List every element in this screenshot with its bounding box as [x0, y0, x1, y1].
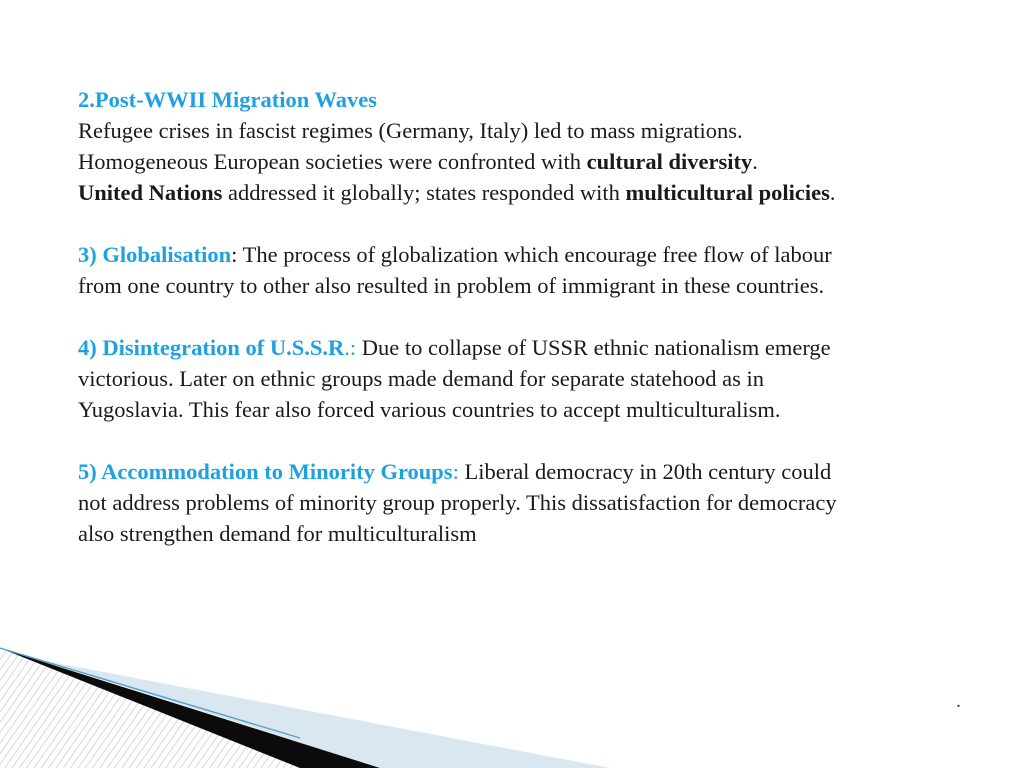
body-line	[78, 332, 978, 363]
body-text: :	[231, 242, 238, 267]
body-line: from one country to other also resulted in problem of immigrant in these countries.	[78, 273, 825, 298]
section-minority-groups	[78, 456, 978, 549]
section-ussr	[78, 332, 978, 425]
body-line: also strengthen demand for multiculturalism	[78, 521, 477, 546]
emphasis-text: United Nations	[78, 180, 223, 205]
section-post-wwii	[78, 84, 978, 208]
section-heading: 3) Globalisation	[78, 242, 232, 267]
body-line: Refugee crises in fascist regimes (Germany, Italy) led to mass migrations.	[78, 118, 743, 143]
section-globalisation	[78, 239, 978, 301]
body-line: not address problems of minority group properly. This dissatisfaction for democracy	[78, 490, 837, 515]
body-text: Due to collapse of USSR ethnic nationalism emerge	[356, 335, 831, 360]
heading-punctuation: :	[452, 459, 459, 484]
body-text: addressed it globally; states responded with	[222, 180, 626, 205]
slide-body	[78, 84, 978, 549]
body-line: Yugoslavia. This fear also forced various countries to accept multiculturalism.	[78, 397, 781, 422]
footer-dot: .	[956, 690, 961, 712]
heading-punctuation: .:	[344, 335, 357, 360]
body-text: .	[752, 149, 758, 174]
section-heading: 4) Disintegration of U.S.S.R	[78, 335, 345, 360]
emphasis-text: cultural diversity	[586, 149, 753, 174]
body-text: Homogeneous European societies were confronted with	[78, 149, 587, 174]
section-heading: 2.Post-WWII Migration Waves	[78, 87, 377, 112]
body-text: .	[829, 180, 836, 205]
body-line	[78, 456, 978, 487]
section-heading: 5) Accommodation to Minority Groups	[78, 459, 453, 484]
body-text: The process of globalization which encourage free flow of labour	[237, 242, 832, 267]
body-line	[78, 239, 978, 270]
emphasis-text: multicultural policies	[625, 180, 830, 205]
body-line	[78, 177, 978, 208]
body-line	[78, 146, 978, 177]
body-line: victorious. Later on ethnic groups made demand for separate statehood as in	[78, 366, 765, 391]
body-text: Liberal democracy in 20th century could	[458, 459, 832, 484]
